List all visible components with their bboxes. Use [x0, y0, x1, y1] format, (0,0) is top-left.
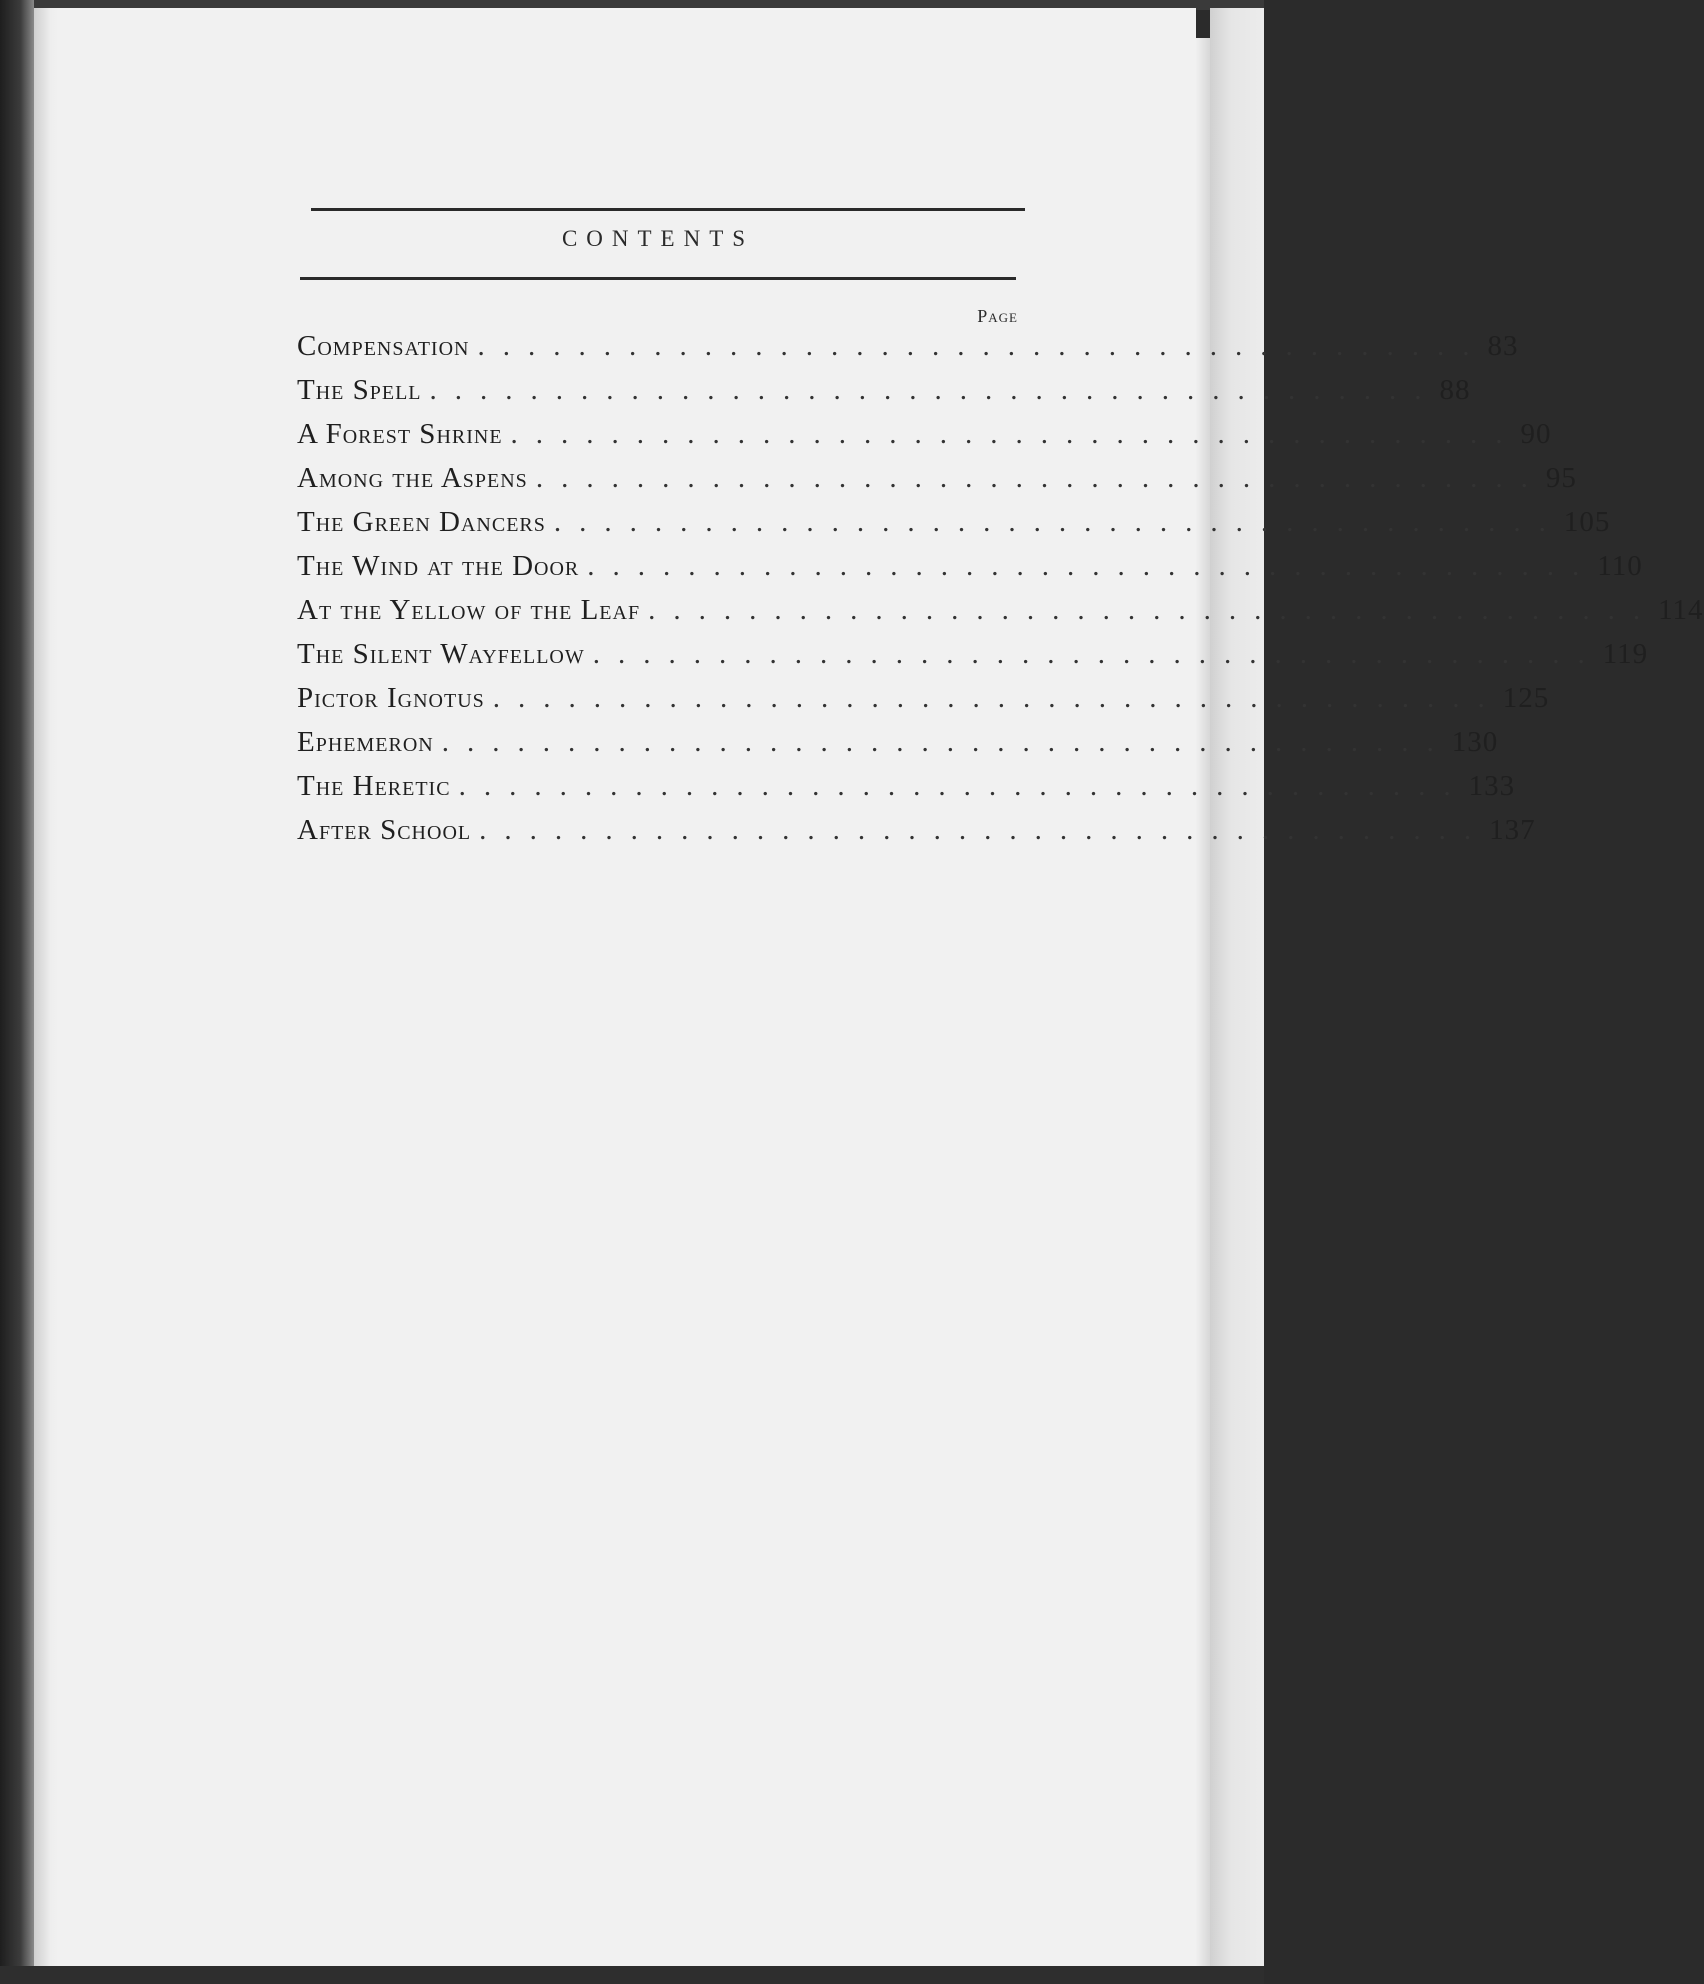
toc-entry-title: Among the Aspens — [297, 462, 528, 494]
toc-entry — [297, 506, 1611, 550]
toc-entry-page: 110 — [1597, 550, 1643, 582]
toc-entry-title: The Green Dancers — [297, 506, 546, 538]
toc-entry — [297, 374, 1471, 418]
toc-entry-page: 130 — [1451, 726, 1499, 758]
toc-entry — [297, 770, 1516, 814]
toc-entry-title: After School — [297, 814, 472, 846]
toc-entry-title: The Silent Wayfellow — [297, 638, 585, 670]
toc-entry — [297, 418, 1552, 462]
toc-entry-page: 137 — [1489, 814, 1536, 846]
toc-entry — [297, 726, 1499, 770]
toc-entry — [297, 550, 1643, 594]
toc-entry-title: A Forest Shrine — [297, 418, 503, 450]
toc-entry-page: 125 — [1502, 682, 1550, 714]
toc-entry-page: 95 — [1545, 462, 1577, 494]
toc-entry-title: The Spell — [297, 374, 422, 406]
dot-leader: ........................................ — [479, 814, 1490, 846]
toc-entry-title: Ephemeron — [297, 726, 434, 758]
toc-entry — [297, 462, 1577, 506]
scan-left-border — [0, 0, 34, 1984]
toc-entry-page: 83 — [1487, 330, 1519, 362]
toc-entry — [297, 814, 1536, 858]
toc-entry — [297, 682, 1550, 726]
toc-entry-title: The Heretic — [297, 770, 451, 802]
dot-leader: ........................................ — [553, 506, 1564, 538]
toc-entry-title: The Wind at the Door — [297, 550, 580, 582]
toc-entry — [297, 330, 1519, 374]
page-title: CONTENTS — [561, 226, 755, 251]
facing-page-edge — [1210, 8, 1264, 1968]
toc-entry-page: 114 — [1658, 594, 1704, 626]
dot-leader: ........................................ — [458, 770, 1469, 802]
toc-entry-title: Pictor Ignotus — [297, 682, 485, 714]
toc-entry-title: At the Yellow of the Leaf — [297, 594, 641, 626]
dot-leader: ........................................ — [429, 374, 1440, 406]
dot-leader: ........................................ — [648, 594, 1659, 626]
bottom-rule — [300, 277, 1016, 280]
table-of-contents — [297, 330, 1704, 858]
top-rule — [311, 208, 1025, 211]
dot-leader: ........................................ — [477, 330, 1488, 362]
book-page — [34, 8, 1196, 1968]
toc-entry-page: 88 — [1439, 374, 1471, 406]
toc-entry-page: 90 — [1520, 418, 1552, 450]
toc-entry — [297, 638, 1649, 682]
dot-leader: ........................................ — [441, 726, 1452, 758]
toc-entry — [297, 594, 1704, 638]
toc-entry-page: 105 — [1563, 506, 1611, 538]
dot-leader: ........................................ — [510, 418, 1521, 450]
dot-leader: ........................................ — [535, 462, 1546, 494]
toc-entry-page: 133 — [1468, 770, 1516, 802]
toc-entry-page: 119 — [1602, 638, 1649, 670]
toc-entry-title: Compensation — [297, 330, 470, 362]
dot-leader: ........................................ — [492, 682, 1503, 714]
dot-leader: ........................................ — [592, 638, 1603, 670]
page-column-label: Page — [977, 306, 1018, 326]
scan-bottom-border — [0, 1966, 1264, 1984]
dot-leader: ........................................ — [587, 550, 1598, 582]
